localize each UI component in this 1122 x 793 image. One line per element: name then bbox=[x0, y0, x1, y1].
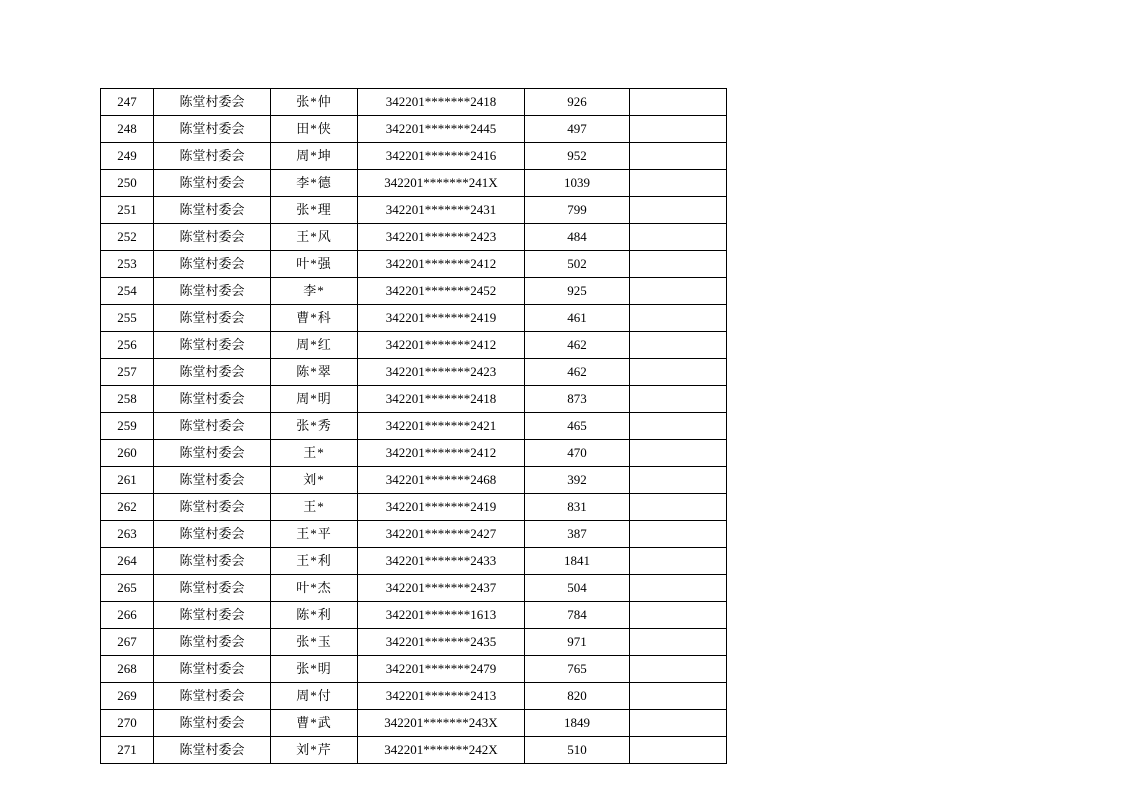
cell-organization: 陈堂村委会 bbox=[154, 656, 271, 683]
cell-remark bbox=[630, 224, 727, 251]
cell-amount: 1841 bbox=[525, 548, 630, 575]
cell-organization: 陈堂村委会 bbox=[154, 305, 271, 332]
cell-remark bbox=[630, 494, 727, 521]
cell-organization: 陈堂村委会 bbox=[154, 683, 271, 710]
cell-sequence: 257 bbox=[101, 359, 154, 386]
cell-amount: 1039 bbox=[525, 170, 630, 197]
cell-organization: 陈堂村委会 bbox=[154, 116, 271, 143]
cell-organization: 陈堂村委会 bbox=[154, 521, 271, 548]
cell-organization: 陈堂村委会 bbox=[154, 602, 271, 629]
table-row bbox=[101, 602, 727, 629]
cell-name: 曹*武 bbox=[271, 710, 358, 737]
cell-id-number: 342201*******2435 bbox=[358, 629, 525, 656]
cell-organization: 陈堂村委会 bbox=[154, 413, 271, 440]
table-row bbox=[101, 359, 727, 386]
cell-id-number: 342201*******2433 bbox=[358, 548, 525, 575]
cell-name: 叶*强 bbox=[271, 251, 358, 278]
cell-id-number: 342201*******2419 bbox=[358, 494, 525, 521]
cell-name: 王*利 bbox=[271, 548, 358, 575]
table-row bbox=[101, 494, 727, 521]
cell-amount: 497 bbox=[525, 116, 630, 143]
cell-name: 刘*芹 bbox=[271, 737, 358, 764]
cell-amount: 462 bbox=[525, 359, 630, 386]
subsidy-table bbox=[100, 88, 727, 764]
table-row bbox=[101, 143, 727, 170]
cell-id-number: 342201*******2416 bbox=[358, 143, 525, 170]
cell-sequence: 259 bbox=[101, 413, 154, 440]
cell-id-number: 342201*******2418 bbox=[358, 89, 525, 116]
cell-amount: 799 bbox=[525, 197, 630, 224]
cell-name: 田*侠 bbox=[271, 116, 358, 143]
cell-amount: 462 bbox=[525, 332, 630, 359]
cell-sequence: 251 bbox=[101, 197, 154, 224]
cell-remark bbox=[630, 629, 727, 656]
cell-name: 周*红 bbox=[271, 332, 358, 359]
cell-remark bbox=[630, 683, 727, 710]
cell-sequence: 249 bbox=[101, 143, 154, 170]
cell-name: 王* bbox=[271, 440, 358, 467]
cell-sequence: 261 bbox=[101, 467, 154, 494]
cell-id-number: 342201*******2418 bbox=[358, 386, 525, 413]
table-row bbox=[101, 386, 727, 413]
cell-name: 周*明 bbox=[271, 386, 358, 413]
table-row bbox=[101, 89, 727, 116]
cell-amount: 392 bbox=[525, 467, 630, 494]
cell-sequence: 262 bbox=[101, 494, 154, 521]
cell-name: 张*玉 bbox=[271, 629, 358, 656]
cell-sequence: 253 bbox=[101, 251, 154, 278]
cell-remark bbox=[630, 602, 727, 629]
cell-sequence: 250 bbox=[101, 170, 154, 197]
cell-remark bbox=[630, 440, 727, 467]
cell-remark bbox=[630, 386, 727, 413]
cell-remark bbox=[630, 305, 727, 332]
cell-amount: 971 bbox=[525, 629, 630, 656]
cell-id-number: 342201*******1613 bbox=[358, 602, 525, 629]
table-row bbox=[101, 251, 727, 278]
cell-id-number: 342201*******2445 bbox=[358, 116, 525, 143]
cell-organization: 陈堂村委会 bbox=[154, 467, 271, 494]
cell-organization: 陈堂村委会 bbox=[154, 197, 271, 224]
cell-organization: 陈堂村委会 bbox=[154, 710, 271, 737]
cell-organization: 陈堂村委会 bbox=[154, 575, 271, 602]
table-row bbox=[101, 305, 727, 332]
cell-sequence: 263 bbox=[101, 521, 154, 548]
cell-amount: 504 bbox=[525, 575, 630, 602]
cell-organization: 陈堂村委会 bbox=[154, 359, 271, 386]
cell-id-number: 342201*******2421 bbox=[358, 413, 525, 440]
cell-amount: 510 bbox=[525, 737, 630, 764]
cell-organization: 陈堂村委会 bbox=[154, 143, 271, 170]
cell-name: 王*风 bbox=[271, 224, 358, 251]
cell-amount: 925 bbox=[525, 278, 630, 305]
cell-name: 张*理 bbox=[271, 197, 358, 224]
table-body bbox=[101, 89, 727, 764]
cell-sequence: 268 bbox=[101, 656, 154, 683]
cell-id-number: 342201*******2413 bbox=[358, 683, 525, 710]
cell-name: 周*付 bbox=[271, 683, 358, 710]
cell-organization: 陈堂村委会 bbox=[154, 251, 271, 278]
table-row bbox=[101, 332, 727, 359]
cell-name: 张*明 bbox=[271, 656, 358, 683]
cell-organization: 陈堂村委会 bbox=[154, 224, 271, 251]
cell-id-number: 342201*******241X bbox=[358, 170, 525, 197]
cell-name: 刘* bbox=[271, 467, 358, 494]
cell-amount: 461 bbox=[525, 305, 630, 332]
cell-organization: 陈堂村委会 bbox=[154, 629, 271, 656]
cell-amount: 784 bbox=[525, 602, 630, 629]
cell-organization: 陈堂村委会 bbox=[154, 278, 271, 305]
cell-sequence: 247 bbox=[101, 89, 154, 116]
cell-amount: 470 bbox=[525, 440, 630, 467]
cell-organization: 陈堂村委会 bbox=[154, 737, 271, 764]
cell-name: 张*秀 bbox=[271, 413, 358, 440]
cell-sequence: 248 bbox=[101, 116, 154, 143]
cell-amount: 1849 bbox=[525, 710, 630, 737]
cell-remark bbox=[630, 116, 727, 143]
table-row bbox=[101, 521, 727, 548]
table-row bbox=[101, 575, 727, 602]
cell-amount: 926 bbox=[525, 89, 630, 116]
cell-organization: 陈堂村委会 bbox=[154, 89, 271, 116]
cell-id-number: 342201*******2412 bbox=[358, 332, 525, 359]
table-row bbox=[101, 170, 727, 197]
cell-name: 曹*科 bbox=[271, 305, 358, 332]
cell-id-number: 342201*******2468 bbox=[358, 467, 525, 494]
table-row bbox=[101, 116, 727, 143]
cell-id-number: 342201*******243X bbox=[358, 710, 525, 737]
cell-amount: 484 bbox=[525, 224, 630, 251]
cell-remark bbox=[630, 170, 727, 197]
table-row bbox=[101, 224, 727, 251]
table-row bbox=[101, 467, 727, 494]
cell-id-number: 342201*******2412 bbox=[358, 440, 525, 467]
cell-organization: 陈堂村委会 bbox=[154, 440, 271, 467]
cell-amount: 502 bbox=[525, 251, 630, 278]
cell-sequence: 265 bbox=[101, 575, 154, 602]
cell-id-number: 342201*******2419 bbox=[358, 305, 525, 332]
cell-name: 王*平 bbox=[271, 521, 358, 548]
cell-sequence: 255 bbox=[101, 305, 154, 332]
cell-remark bbox=[630, 143, 727, 170]
cell-amount: 765 bbox=[525, 656, 630, 683]
cell-name: 周*坤 bbox=[271, 143, 358, 170]
cell-name: 张*仲 bbox=[271, 89, 358, 116]
cell-organization: 陈堂村委会 bbox=[154, 548, 271, 575]
cell-remark bbox=[630, 89, 727, 116]
cell-sequence: 266 bbox=[101, 602, 154, 629]
cell-id-number: 342201*******2437 bbox=[358, 575, 525, 602]
table-row bbox=[101, 278, 727, 305]
table-row bbox=[101, 440, 727, 467]
cell-organization: 陈堂村委会 bbox=[154, 170, 271, 197]
cell-sequence: 256 bbox=[101, 332, 154, 359]
cell-name: 陈*利 bbox=[271, 602, 358, 629]
cell-sequence: 269 bbox=[101, 683, 154, 710]
cell-amount: 952 bbox=[525, 143, 630, 170]
cell-id-number: 342201*******2479 bbox=[358, 656, 525, 683]
cell-remark bbox=[630, 278, 727, 305]
cell-organization: 陈堂村委会 bbox=[154, 386, 271, 413]
table-row bbox=[101, 737, 727, 764]
cell-name: 王* bbox=[271, 494, 358, 521]
cell-amount: 820 bbox=[525, 683, 630, 710]
cell-amount: 387 bbox=[525, 521, 630, 548]
cell-id-number: 342201*******2452 bbox=[358, 278, 525, 305]
cell-name: 叶*杰 bbox=[271, 575, 358, 602]
cell-id-number: 342201*******2423 bbox=[358, 359, 525, 386]
data-table-container bbox=[100, 88, 727, 764]
cell-amount: 465 bbox=[525, 413, 630, 440]
cell-name: 陈*翠 bbox=[271, 359, 358, 386]
table-row bbox=[101, 710, 727, 737]
cell-id-number: 342201*******2423 bbox=[358, 224, 525, 251]
cell-id-number: 342201*******242X bbox=[358, 737, 525, 764]
cell-name: 李*德 bbox=[271, 170, 358, 197]
cell-sequence: 267 bbox=[101, 629, 154, 656]
cell-id-number: 342201*******2412 bbox=[358, 251, 525, 278]
table-row bbox=[101, 413, 727, 440]
cell-remark bbox=[630, 467, 727, 494]
cell-organization: 陈堂村委会 bbox=[154, 494, 271, 521]
cell-id-number: 342201*******2427 bbox=[358, 521, 525, 548]
cell-sequence: 264 bbox=[101, 548, 154, 575]
cell-sequence: 260 bbox=[101, 440, 154, 467]
cell-remark bbox=[630, 656, 727, 683]
cell-amount: 831 bbox=[525, 494, 630, 521]
table-row bbox=[101, 197, 727, 224]
cell-remark bbox=[630, 710, 727, 737]
cell-remark bbox=[630, 548, 727, 575]
cell-remark bbox=[630, 332, 727, 359]
cell-remark bbox=[630, 737, 727, 764]
table-row bbox=[101, 629, 727, 656]
cell-sequence: 254 bbox=[101, 278, 154, 305]
table-row bbox=[101, 548, 727, 575]
cell-remark bbox=[630, 575, 727, 602]
cell-remark bbox=[630, 359, 727, 386]
table-row bbox=[101, 683, 727, 710]
cell-sequence: 270 bbox=[101, 710, 154, 737]
cell-id-number: 342201*******2431 bbox=[358, 197, 525, 224]
cell-sequence: 258 bbox=[101, 386, 154, 413]
cell-remark bbox=[630, 251, 727, 278]
cell-remark bbox=[630, 197, 727, 224]
cell-remark bbox=[630, 521, 727, 548]
table-row bbox=[101, 656, 727, 683]
cell-organization: 陈堂村委会 bbox=[154, 332, 271, 359]
cell-amount: 873 bbox=[525, 386, 630, 413]
cell-name: 李* bbox=[271, 278, 358, 305]
cell-remark bbox=[630, 413, 727, 440]
cell-sequence: 252 bbox=[101, 224, 154, 251]
cell-sequence: 271 bbox=[101, 737, 154, 764]
